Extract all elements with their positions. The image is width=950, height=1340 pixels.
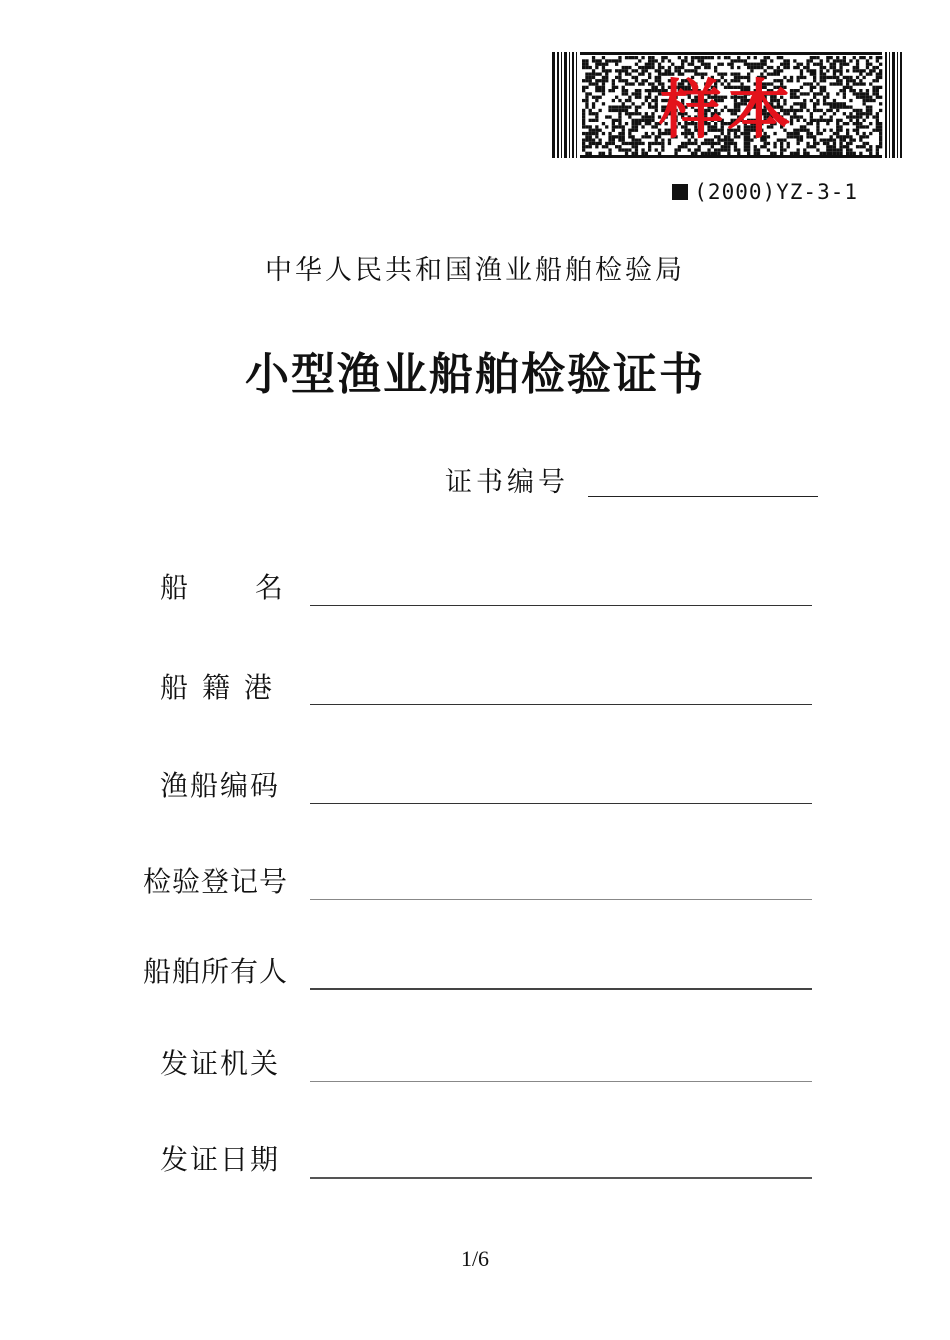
certificate-number-label: 证书编号	[445, 467, 569, 498]
square-icon	[672, 184, 688, 200]
field-line-ship-owner[interactable]	[310, 988, 812, 990]
certificate-number-field[interactable]	[588, 496, 818, 497]
barcode-pattern	[552, 52, 902, 158]
field-label-issue-date: 发证日期	[160, 1143, 281, 1176]
barcode-2d	[552, 52, 902, 158]
field-line-fishing-vessel-code[interactable]	[310, 803, 812, 804]
document-title: 小型渔业船舶检验证书	[245, 349, 705, 400]
field-label-issuing-authority: 发证机关	[160, 1047, 281, 1080]
issuer-organization: 中华人民共和国渔业船舶检验局	[265, 255, 685, 286]
field-line-inspection-registration-no[interactable]	[310, 899, 812, 900]
form-code	[672, 180, 858, 204]
field-line-port-of-registry[interactable]	[310, 704, 812, 705]
field-label-ship-name: 船 名	[160, 571, 283, 604]
form-code-text: (2000)YZ-3-1	[694, 180, 858, 204]
field-label-ship-owner: 船舶所有人	[143, 955, 289, 988]
sample-stamp: 样本	[659, 74, 795, 148]
field-label-port-of-registry: 船籍港	[160, 671, 287, 704]
page-number: 1/6	[460, 1246, 490, 1271]
field-line-issuing-authority[interactable]	[310, 1081, 812, 1082]
field-label-fishing-vessel-code: 渔船编码	[160, 769, 281, 802]
field-label-inspection-registration-no: 检验登记号	[143, 865, 289, 898]
field-line-issue-date[interactable]	[310, 1177, 812, 1179]
field-line-ship-name[interactable]	[310, 605, 812, 606]
